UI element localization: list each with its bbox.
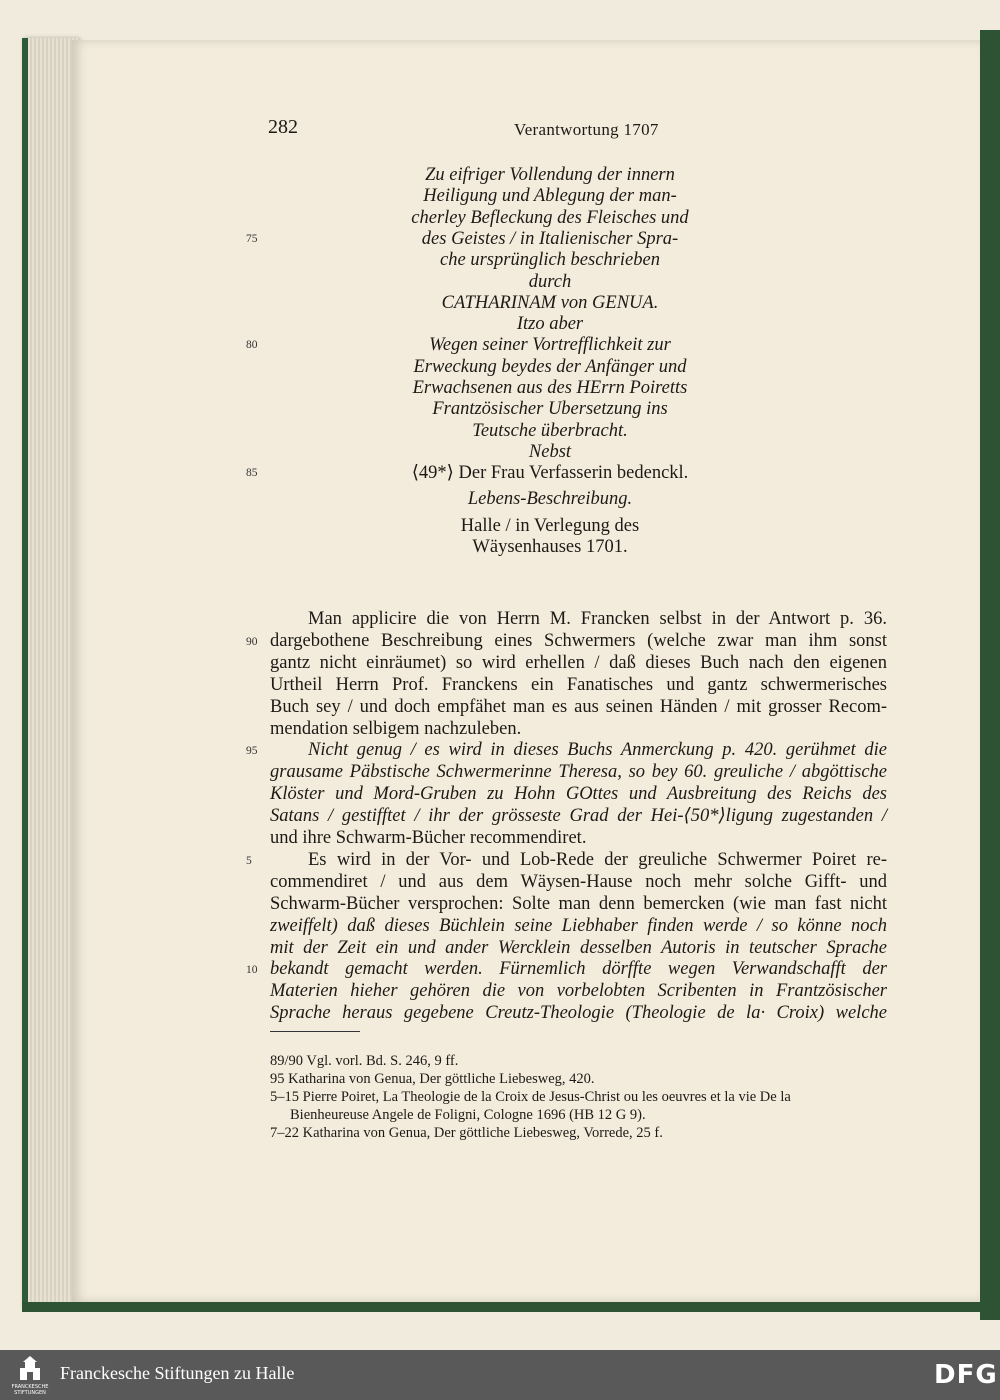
line-number: 80 [246, 339, 258, 352]
body-line: Sprache heraus gegebene Creutz-Theologie (Theologie de la· Croix) welche [270, 1003, 887, 1024]
title-line: Halle / in Verlegung des [460, 515, 640, 536]
book-page-edges [22, 38, 78, 1308]
title-line: che ursprünglich beschrieben [440, 250, 660, 271]
title-line: Wegen seiner Vortrefflichkeit zur [429, 335, 671, 356]
footnote-divider [270, 1031, 360, 1032]
footnote-line: 7–22 Katharina von Genua, Der göttliche Liebesweg, Vorrede, 25 f. [270, 1125, 663, 1141]
title-line: Erweckung beydes der Anfänger und [413, 356, 687, 377]
body-line: Materien hieher gehören die von vorbelobten Scribenten in Frantzösischer [270, 981, 887, 1002]
logo-label: FRANCKESCHE STIFTUNGEN [11, 1384, 49, 1396]
title-line: Zu eifriger Vollendung der innern [425, 165, 675, 185]
line-number: 10 [246, 964, 258, 977]
page-number: 282 [268, 116, 298, 138]
body-line: Schwarm-Bücher versprochen: Solte man denn bemercken (wie man fast nicht [270, 893, 887, 914]
footnote-line: 89/90 Vgl. vorl. Bd. S. 246, 9 ff. [270, 1053, 459, 1069]
body-line: zweiffelt) daß dieses Büchlein seine Liebhaber finden werde / so könne noch [270, 915, 887, 936]
book-cover-edge [980, 30, 1000, 1320]
line-number: 85 [246, 467, 258, 480]
title-line: ⟨49*⟩ Der Frau Verfasserin bedenckl. [411, 463, 689, 484]
body-line: dargebothene Beschreibung eines Schwermers (welche zwar man ihm sonst [270, 630, 887, 651]
body-line: Buch sey / und doch empfähet man es aus seinen Händen / mit grosser Recom- [270, 696, 887, 717]
body-line: mit der Zeit ein und ander Wercklein desselben Autoris in teutscher Sprache [270, 937, 887, 958]
title-line: Teutsche überbracht. [472, 420, 628, 441]
title-line: Wäysenhauses 1701. [472, 537, 628, 558]
title-line: Erwachsenen aus des HErrn Poiretts [412, 378, 688, 398]
body-line: gantz nicht einräumet) so wird erhellen / daß dieses Buch nach den eigenen [270, 652, 887, 673]
title-line: Frantzösischer Ubersetzung ins [432, 399, 668, 420]
footnote-line: Bienheureuse Angele de Foligni, Cologne 1696 (HB 12 G 9). [290, 1107, 646, 1123]
title-line: Itzo aber [516, 314, 584, 335]
line-number: 90 [246, 635, 258, 648]
title-line: Lebens-Beschreibung. [467, 488, 633, 509]
body-line: grausame Päbstische Schwermerinne Theresa, so bey 60. greuliche / abgöttische [270, 762, 887, 783]
title-line: cherley Befleckung des Fleisches und [411, 207, 689, 228]
viewer-footer-bar [0, 1350, 1000, 1400]
body-line: Man applicire die von Herrn M. Francken selbst in der Antwort p. 36. [308, 609, 887, 629]
title-line: Nebst [528, 441, 572, 462]
footnote-line: 95 Katharina von Genua, Der göttliche Liebesweg, 420. [270, 1071, 595, 1087]
running-title: Verantwortung 1707 [514, 120, 659, 139]
body-line: Klöster und Mord-Gruben zu Hohn GOttes und Ausbreitung des Reichs des [270, 784, 887, 805]
line-number: 5 [246, 854, 252, 867]
body-line: Es wird in der Vor- und Lob-Rede der greuliche Schwermer Poiret re- [308, 849, 887, 870]
book-cover-bottom-edge [22, 1302, 1000, 1312]
dfg-logo[interactable]: DFG [934, 1360, 998, 1390]
body-line: mendation selbigem nachzuleben. [270, 718, 522, 739]
title-line: Heiligung und Ablegung der man- [423, 186, 677, 207]
body-line: Satans / gestifftet / ihr der grösseste Grad der Hei-⟨50*⟩ligung zugestanden / [270, 806, 887, 827]
footnote-line: 5–15 Pierre Poiret, La Theologie de la Croix de Jesus-Christ ou les oeuvres et la vie De la [270, 1089, 791, 1105]
line-number: 95 [246, 745, 258, 758]
title-line: durch [528, 271, 572, 292]
body-line: Urtheil Herrn Prof. Franckens ein Fanatisches und gantz schwermerisches [270, 674, 887, 695]
body-line: bekandt gemacht werden. Fürnemlich dörffte wegen Verwandschafft der [270, 959, 887, 980]
title-line: des Geistes / in Italienischer Spra- [421, 228, 679, 249]
line-number: 75 [246, 232, 258, 245]
body-line: Nicht genug / es wird in dieses Buchs Anmerckung p. 420. gerühmet die [308, 740, 887, 761]
body-line: und ihre Schwarm-Bücher recommendiret. [270, 828, 587, 848]
institution-name[interactable]: Franckesche Stiftungen zu Halle [60, 1363, 295, 1383]
body-line: commendiret / und aus dem Wäysen-Hause noch mehr solche Gifft- und [270, 871, 887, 892]
title-line: CATHARINAM von GENUA. [441, 292, 659, 313]
